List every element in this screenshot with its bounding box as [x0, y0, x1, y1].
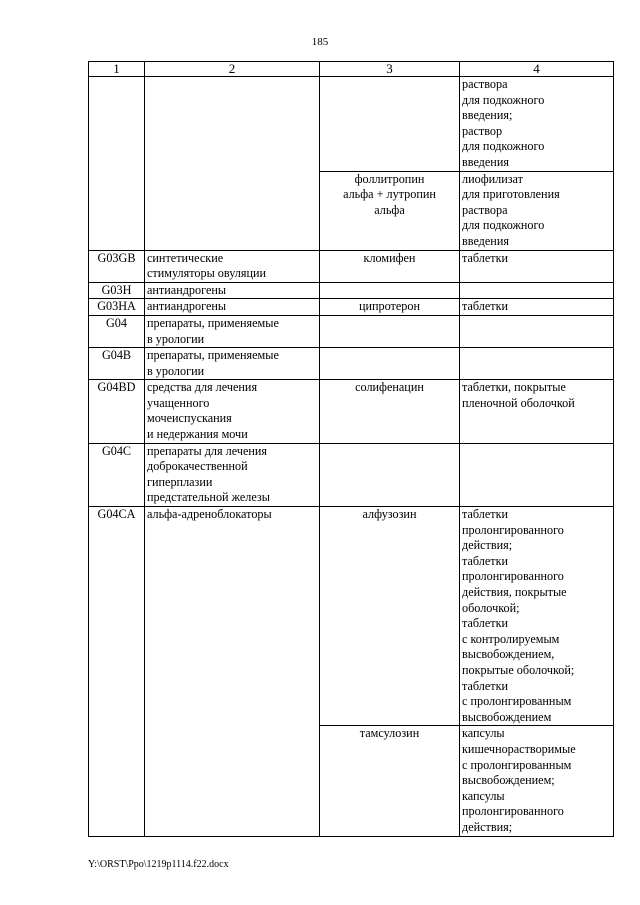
atc-code [89, 77, 145, 251]
header-col-3: 3 [320, 62, 460, 77]
atc-code: G04BD [89, 380, 145, 443]
table-row [89, 282, 614, 299]
table-row [89, 250, 614, 282]
drug-group: препараты для лечения доброкачественной гиперплазии предстательной железы [145, 443, 320, 506]
atc-code: G04C [89, 443, 145, 506]
atc-code: G03H [89, 282, 145, 299]
drug-table [88, 61, 614, 837]
dosage-form [460, 282, 614, 299]
drug-name [320, 282, 460, 299]
atc-code: G04B [89, 348, 145, 380]
drug-name [320, 315, 460, 347]
table-row [89, 299, 614, 316]
header-col-1: 1 [89, 62, 145, 77]
dosage-form: таблетки, покрытые пленочной оболочкой [460, 380, 614, 443]
atc-code: G03GB [89, 250, 145, 282]
drug-name [320, 443, 460, 506]
drug-name: тамсулозин [320, 726, 460, 836]
drug-name: ципротерон [320, 299, 460, 316]
atc-code: G03HA [89, 299, 145, 316]
drug-name: алфузозин [320, 507, 460, 726]
drug-name [320, 77, 460, 172]
dosage-form: раствора для подкожного введения; раствор для подкожного введения [460, 77, 614, 172]
dosage-form: таблетки [460, 250, 614, 282]
drug-group: средства для лечения учащенного мочеиспускания и недержания мочи [145, 380, 320, 443]
atc-code: G04 [89, 315, 145, 347]
drug-name: кломифен [320, 250, 460, 282]
drug-group: препараты, применяемые в урологии [145, 348, 320, 380]
dosage-form [460, 443, 614, 506]
drug-group: альфа-адреноблокаторы [145, 507, 320, 836]
drug-name: солифенацин [320, 380, 460, 443]
table-row [89, 380, 614, 443]
drug-group: препараты, применяемые в урологии [145, 315, 320, 347]
drug-group: антиандрогены [145, 282, 320, 299]
table-row [89, 443, 614, 506]
file-path-footer: Y:\ORST\Ppo\1219p1114.f22.docx [88, 859, 229, 870]
header-col-4: 4 [460, 62, 614, 77]
dosage-form: лиофилизат для приготовления раствора для подкожного введения [460, 171, 614, 250]
drug-group [145, 77, 320, 251]
dosage-form [460, 315, 614, 347]
dosage-form [460, 348, 614, 380]
drug-group: синтетические стимуляторы овуляции [145, 250, 320, 282]
dosage-form: таблетки пролонгированного действия; таблетки пролонгированного действия, покрытые оболочкой; таблетки с контролируемым высвобождением, покрытые оболочкой; таблетки с пролонгированным высвобождением [460, 507, 614, 726]
dosage-form: капсулы кишечнорастворимые с пролонгированным высвобождением; капсулы пролонгированного действия; [460, 726, 614, 836]
drug-name: фоллитропин альфа + лутропин альфа [320, 171, 460, 250]
drug-name [320, 348, 460, 380]
atc-code: G04CA [89, 507, 145, 836]
table-row [89, 348, 614, 380]
drug-group: антиандрогены [145, 299, 320, 316]
dosage-form: таблетки [460, 299, 614, 316]
table-row [89, 507, 614, 726]
page-number: 185 [311, 36, 329, 48]
header-row [89, 62, 614, 77]
table-row [89, 77, 614, 172]
header-col-2: 2 [145, 62, 320, 77]
table-row [89, 315, 614, 347]
